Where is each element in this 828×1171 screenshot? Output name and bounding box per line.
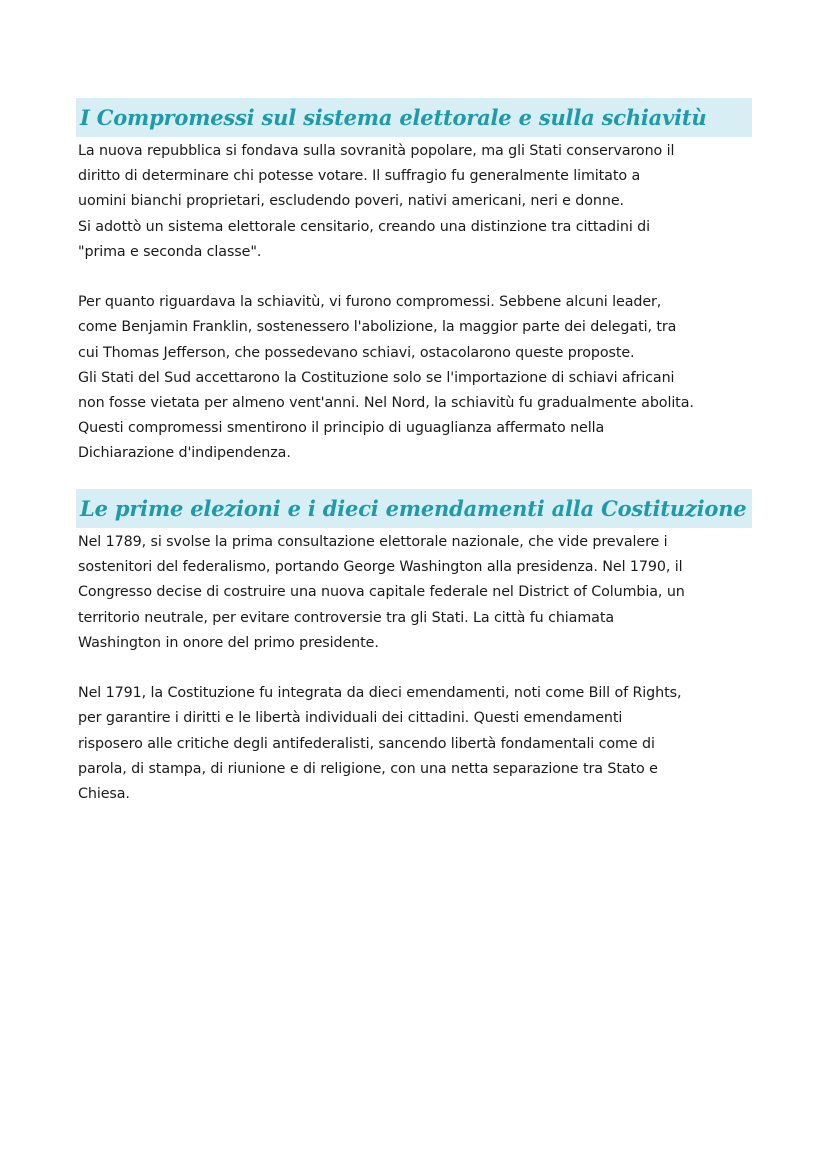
paragraph-spacer [78,656,752,681]
text-line: "prima e seconda classe". [78,243,262,260]
text-line: Nel 1789, si svolse la prima consultazione elettorale nazionale, che vide prevalere i [78,534,668,550]
section-heading: I Compromessi sul sistema elettorale e sulla schiavitù [80,105,707,130]
text-line: Dichiarazione d'indipendenza. [78,445,291,462]
text-line: uomini bianchi proprietari, escludendo poveri, nativi americani, neri e donne. [78,193,624,210]
text-line: come Benjamin Franklin, sostenessero l'abolizione, la maggior parte dei delegati, tra [78,319,677,336]
text-line: Washington in onore del primo presidente. [78,634,379,651]
paragraph-spacer [78,265,752,290]
text-line: non fosse vietata per almeno vent'anni. Nel Nord, la schiavitù fu gradualmente abolita. [78,394,694,411]
section-prime-elezioni [76,489,752,807]
section-heading-bar [76,98,752,137]
text-line: Per quanto riguardava la schiavitù, vi furono compromessi. Sebbene alcuni leader, [78,294,662,311]
text-line: La nuova repubblica si fondava sulla sovranità popolare, ma gli Stati conservarono il [78,143,675,159]
text-line: Nel 1791, la Costituzione fu integrata da dieci emendamenti, noti come Bill of Rights, [78,685,682,702]
text-line: risposero alle critiche degli antifederalisti, sancendo libertà fondamentali come di [78,735,655,752]
text-line: cui Thomas Jefferson, che possedevano schiavi, ostacolarono queste proposte. [78,344,635,361]
section-body [76,139,752,466]
section-heading: Le prime elezioni e i dieci emendamenti alla Costituzione [80,496,747,521]
section-body [76,530,752,807]
text-line: sostenitori del federalismo, portando George Washington alla presidenza. Nel 1790, il [78,559,683,576]
text-line: diritto di determinare chi potesse votare. Il suffragio fu generalmente limitato a [78,168,641,185]
text-line: Chiesa. [78,785,130,802]
text-line: territorio neutrale, per evitare controversie tra gli Stati. La città fu chiamata [78,609,614,626]
text-line: per garantire i diritti e le libertà individuali dei cittadini. Questi emendamenti [78,710,623,727]
section-compromessi [76,98,752,466]
text-line: parola, di stampa, di riunione e di religione, con una netta separazione tra Stato e [78,760,658,777]
text-line: Questi compromessi smentirono il principio di uguaglianza affermato nella [78,420,605,437]
section-heading-bar [76,489,752,528]
text-line: Congresso decise di costruire una nuova capitale federale nel District of Columbia, un [78,584,685,601]
text-line: Si adottò un sistema elettorale censitario, creando una distinzione tra cittadini di [78,218,650,235]
text-line: Gli Stati del Sud accettarono la Costituzione solo se l'importazione di schiavi africani [78,369,675,386]
